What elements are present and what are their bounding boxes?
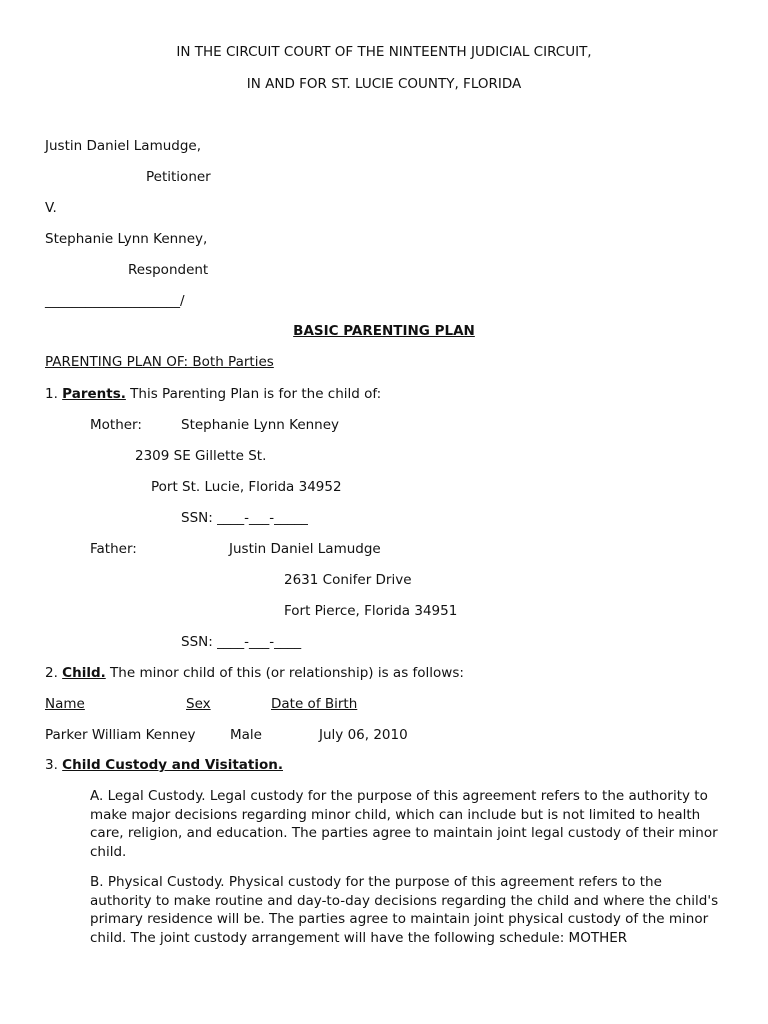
physical-custody-paragraph: B. Physical Custody. Physical custody for the purpose of this agreement refers to the authority to make routine and day-to-day decisions regarding the child and where the child's primary residence will be. The parties agree to maintain joint physical custody of the minor child. The joint custody arrangement will have the following schedule: MOTHER — [90, 874, 719, 946]
mother-ssn: SSN: ____-___-_____ — [181, 510, 308, 526]
column-header-name: Name — [45, 696, 85, 712]
respondent-label: Respondent — [128, 262, 209, 278]
section-3-title: Child Custody and Visitation. — [62, 757, 283, 773]
section-1-heading — [45, 386, 381, 402]
petitioner-label: Petitioner — [146, 169, 211, 185]
mother-label: Mother: — [90, 417, 142, 433]
caption-signature-line: ____________________/ — [45, 293, 185, 309]
child-name: Parker William Kenney — [45, 727, 196, 743]
column-header-sex: Sex — [186, 696, 211, 712]
section-1-number: 1. — [45, 386, 63, 402]
child-sex: Male — [230, 727, 262, 743]
petitioner-name: Justin Daniel Lamudge, — [45, 138, 202, 154]
mother-address-city: Port St. Lucie, Florida 34952 — [151, 479, 342, 495]
legal-custody-paragraph: A. Legal Custody. Legal custody for the purpose of this agreement refers to the authority to make major decisions regarding minor child, which can include but is not limited to health care, religion, and education. The parties agree to maintain joint legal custody of their minor child. — [90, 788, 718, 860]
mother-name: Stephanie Lynn Kenney — [181, 417, 340, 433]
section-2-heading — [45, 665, 464, 681]
father-address-city: Fort Pierce, Florida 34951 — [284, 603, 458, 619]
court-header-line1: IN THE CIRCUIT COURT OF THE NINTEENTH JUDICIAL CIRCUIT, — [176, 44, 592, 60]
father-name: Justin Daniel Lamudge — [229, 541, 381, 557]
section-1-title: Parents. — [62, 386, 126, 402]
section-2-number: 2. — [45, 665, 63, 681]
section-2-title: Child. — [62, 665, 106, 681]
court-header-line2: IN AND FOR ST. LUCIE COUNTY, FLORIDA — [246, 76, 522, 92]
mother-address-street: 2309 SE Gillette St. — [135, 448, 267, 464]
parenting-plan-of: PARENTING PLAN OF: Both Parties — [45, 354, 274, 370]
section-3-heading — [45, 757, 283, 773]
section-3-number: 3. — [45, 757, 63, 773]
versus: V. — [45, 200, 57, 216]
respondent-name: Stephanie Lynn Kenney, — [45, 231, 208, 247]
section-1-text: This Parenting Plan is for the child of: — [125, 386, 382, 402]
child-dob: July 06, 2010 — [319, 727, 408, 743]
father-address-street: 2631 Conifer Drive — [284, 572, 412, 588]
father-label: Father: — [90, 541, 137, 557]
father-ssn: SSN: ____-___-____ — [181, 634, 302, 650]
document-title: BASIC PARENTING PLAN — [293, 323, 475, 339]
column-header-dob: Date of Birth — [271, 696, 358, 712]
section-2-text: The minor child of this (or relationship) is as follows: — [105, 665, 464, 681]
